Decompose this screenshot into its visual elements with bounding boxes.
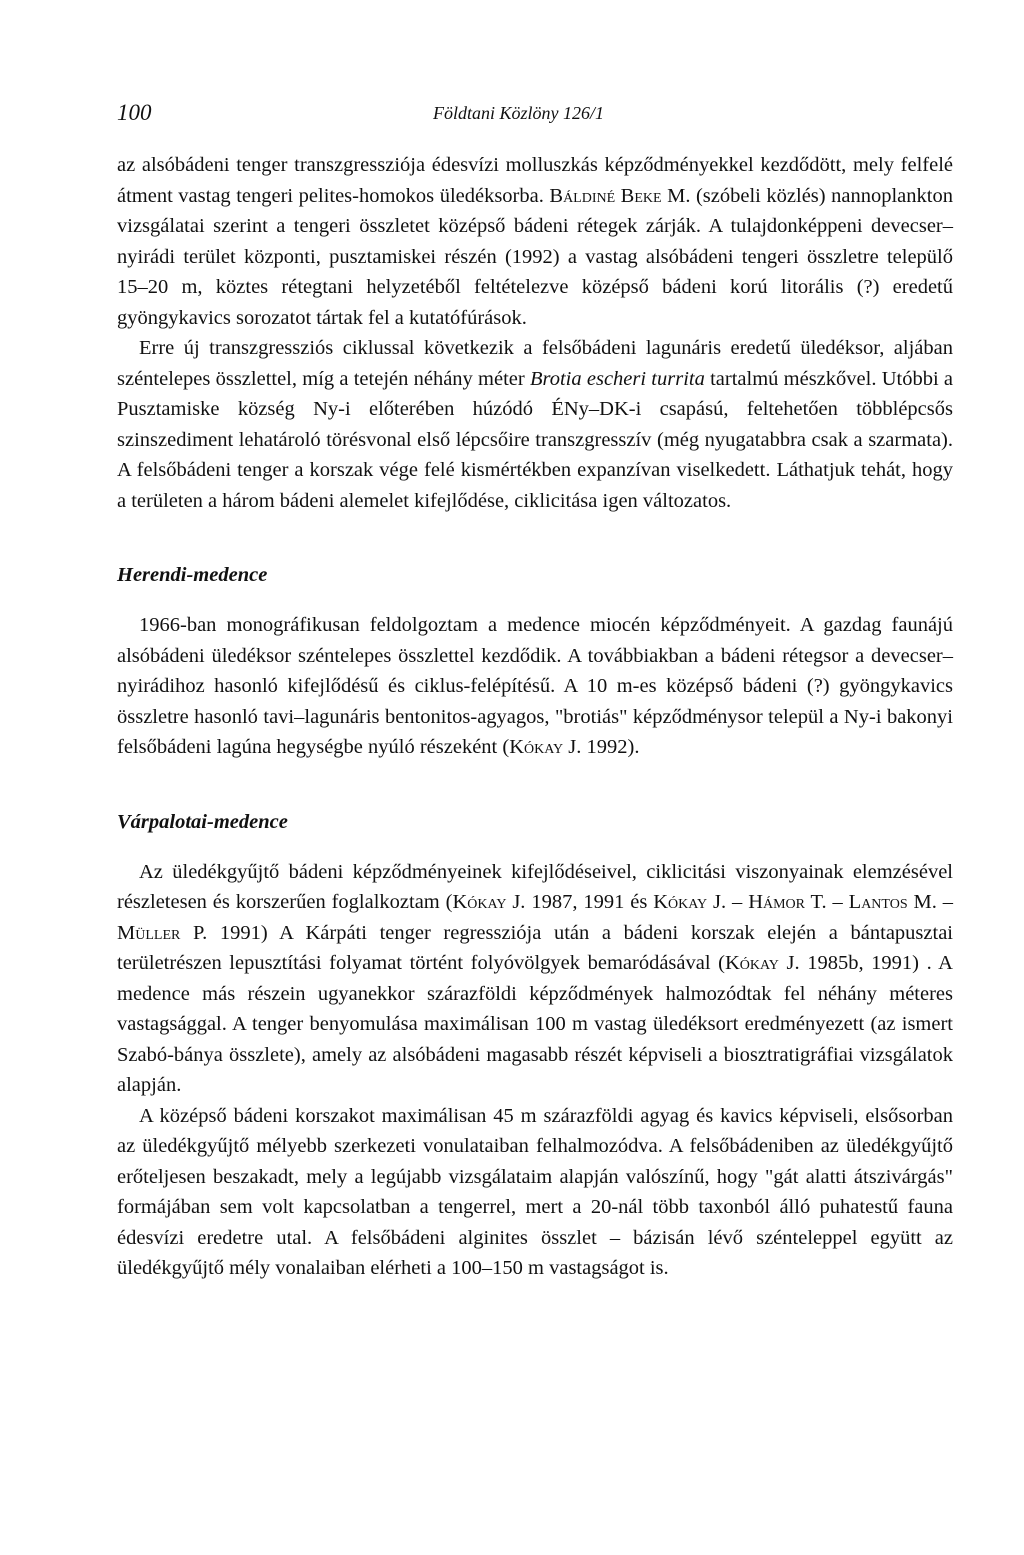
journal-title: Földtani Közlöny 126/1 bbox=[433, 103, 604, 123]
paragraph-transgression: Erre új transzgressziós ciklussal következik a felsőbádeni lagunáris eredetű üledéksor, aljában széntelepes összlettel, míg a tetején néhány méter Brotia escheri turrita tartalmú mészkővel. Utóbbi a Pusztamiske község Ny-i előterében húzódó ÉNy–DK-i csapású, feltehetően többlépcsős szinszediment lehatároló törésvonal első lépcsőire transzgresszív (még nyugatabbra csak a szarmata). A felsőbádeni tenger a korszak vége felé kismértékben expanzívan viselkedett. Láthatjuk tehát, hogy a területen a három bádeni alemelet kifejlődése, ciklicitása igen változatos. bbox=[117, 337, 953, 512]
section-heading-herend: Herendi-medence bbox=[117, 564, 268, 586]
page-number: 100 bbox=[117, 100, 152, 125]
author-name: Müller bbox=[117, 921, 181, 944]
author-name: Báldiné Beke bbox=[549, 184, 662, 207]
running-header bbox=[117, 100, 953, 140]
document-page bbox=[117, 100, 953, 1284]
section-heading-varpalota: Várpalotai-medence bbox=[117, 810, 288, 833]
author-name: Kókay bbox=[509, 736, 564, 758]
paragraph-devecser: az alsóbádeni tenger transzgressziója édesvízi molluszkás képződményekkel kezdődött, mely felfelé átment vastag tengeri pelites-homokos üledéksorba. Báldiné Beke M. (szóbeli közlés) nannoplankton vizsgálatai szerint a tengeri összletet középső bádeni rétegek zárják. A tulajdonképpeni devecser–nyirádi terület központi, pusztamiskei részén (1992) a vastag alsóbádeni tengeri összletre települő 15–20 m, köztes rétegtani helyzetéből feltételezve középső bádeni korú litorális (?) eredetű gyöngykavics sorozatot tártak fel a kutatófúrások. bbox=[117, 154, 953, 329]
author-name: Hámor bbox=[748, 891, 805, 913]
paragraph-middle-upper-badenian: A középső bádeni korszakot maximálisan 45 m szárazföldi agyag és kavics képviseli, elsősorban az üledékgyűjtő mélyebb szerkezeti vonulataiban felhalmozódva. A felsőbádeniben az üledékgyűjtő erőteljesen beszakadt, mely a legújabb vizsgálataim alapján valószínű, hogy "gát alatti átszivárgás" formájában sem volt kapcsolatban a tengerrel, mert a 20-nál több taxonból álló puhatestű fauna édesvízi eredetre utal. A felsőbádeni alginites összlet – bázisán lévő szénteleppel együtt az üledékgyűjtő mély vonalaiban elérheti a 100–150 m vastagságot is. bbox=[117, 1104, 953, 1279]
species-name: Brotia escheri turrita bbox=[529, 367, 705, 390]
author-name: Lantos bbox=[848, 891, 908, 913]
author-name: Kókay bbox=[452, 891, 507, 913]
paragraph-varpalota: Az üledékgyűjtő bádeni képződményeinek kifejlődéseivel, ciklicitási viszonyainak elemzésével részletesen és korszerűen foglalkoztam (Kókay J. 1987, 1991 és Kókay J. – Hámor T. – Lantos M. – Müller P. 1991) A Kárpáti tenger regressziója után a bádeni korszak elején a bántapusztai területrészen lepusztítási folyamat történt folyóvölgyek bemaródásával (Kókay J. 1985b, 1991) . A medence más részein ugyanekkor szárazföldi képződmények halmozódtak fel néhány méteres vastagsággal. A tenger benyomulása maximálisan 100 m vastag üledéksort eredményezett (az ismert Szabó-bánya összlete), amely az alsóbádeni magasabb részét képviseli a biosztratigráfiai vizsgálatok alapján. bbox=[117, 860, 954, 1096]
paragraph-herend: 1966-ban monográfikusan feldolgoztam a medence miocén képződményeit. A gazdag faunájú alsóbádeni üledéksor széntelepes összlettel kezdődik. A továbbiakban a bádeni rétegsor a devecser–nyirádihoz hasonló kifejlődésű és ciklus-felépítésű. A 10 m-es középső bádeni (?) gyöngykavics összletre hasonló tavi–lagunáris bentonitos-agyagos, "brotiás" képződménysor települ a Ny-i bakonyi felsőbádeni lagúna hegységbe nyúló részeként (Kókay J. 1992). bbox=[117, 614, 953, 758]
author-name: Kókay bbox=[653, 891, 708, 913]
author-name: Kókay bbox=[724, 952, 779, 974]
